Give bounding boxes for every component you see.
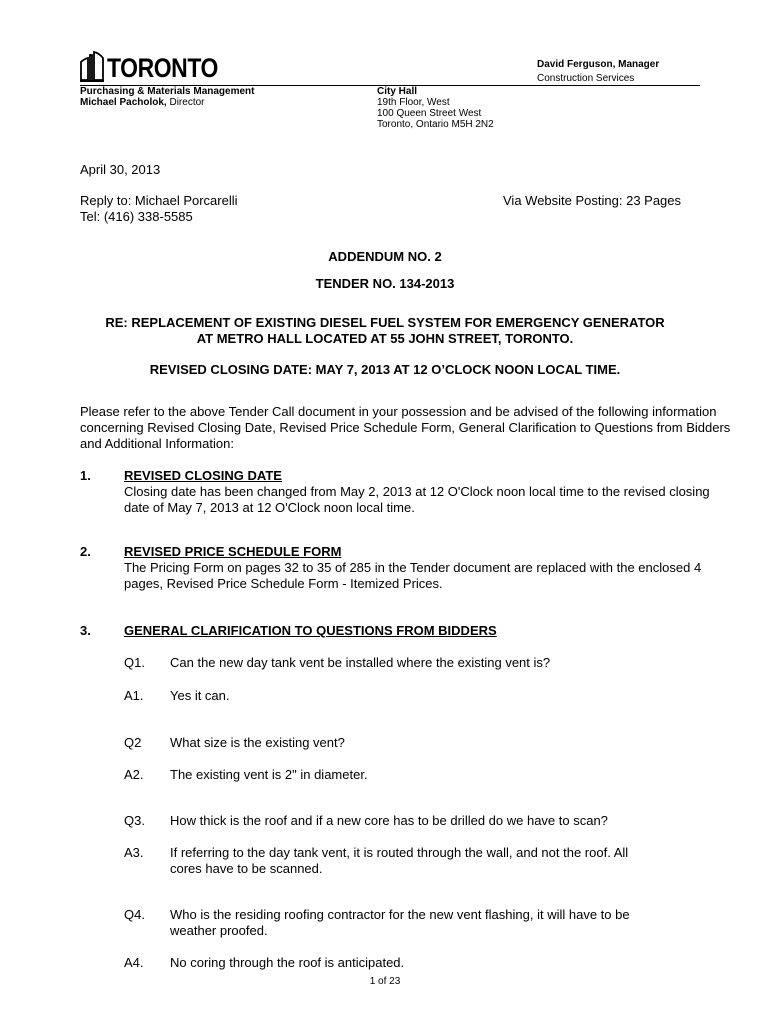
qa-text: If referring to the day tank vent, it is routed through the wall, and not the roof. All cores have to be scanned. — [170, 845, 629, 876]
qa-text: How thick is the roof and if a new core has to be drilled do we have to scan? — [170, 813, 608, 828]
qa-label: Q2 — [124, 735, 142, 750]
toronto-logo — [80, 48, 238, 82]
qa-text: Who is the residing roofing contractor for the new vent flashing, it will have to be weather proofed. — [170, 907, 630, 938]
logo-wordmark: TORONTO — [107, 53, 218, 83]
qa-label: Q1. — [124, 655, 145, 670]
section-heading: REVISED PRICE SCHEDULE FORM — [124, 544, 342, 559]
section-heading: REVISED CLOSING DATE — [124, 468, 282, 483]
city-hall-icon — [80, 50, 104, 82]
reply-to: Reply to: Michael Porcarelli — [80, 193, 238, 208]
telephone: Tel: (416) 338-5585 — [80, 209, 193, 224]
director-name: Michael Pacholok, — [80, 97, 167, 108]
address-block — [377, 86, 494, 130]
section-number: 2. — [80, 544, 91, 559]
section-body: The Pricing Form on pages 32 to 35 of 285 in the Tender document are replaced with the enclosed 4 pages, Revised Price Schedule Form - Itemized Prices. — [124, 560, 702, 591]
revised-closing-date: REVISED CLOSING DATE: MAY 7, 2013 AT 12 O’CLOCK NOON LOCAL TIME. — [149, 362, 621, 377]
posting-info: Via Website Posting: 23 Pages — [503, 193, 682, 208]
qa-text: Yes it can. — [170, 688, 230, 703]
section-number: 1. — [80, 468, 91, 483]
intro-paragraph: Please refer to the above Tender Call document in your possession and be advised of the following information concerning Revised Closing Date, Revised Price Schedule Form, General Clarification to Questions from Bidders and Additional Information: — [80, 404, 731, 451]
addendum-title: ADDENDUM NO. 2 — [328, 249, 442, 264]
section-body: Closing date has been changed from May 2, 2013 at 12 O'Clock noon local time to the revised closing date of May 7, 2013 at 12 O'Clock noon local time. — [124, 484, 710, 515]
manager-unit: Construction Services — [537, 73, 635, 84]
section-number: 3. — [80, 623, 91, 638]
letter-date: April 30, 2013 — [80, 162, 161, 177]
page-number: 1 of 23 — [369, 976, 401, 987]
qa-text: What size is the existing vent? — [170, 735, 345, 750]
qa-text: No coring through the roof is anticipated. — [170, 955, 405, 970]
address-line: Toronto, Ontario M5H 2N2 — [377, 119, 494, 130]
qa-text: Can the new day tank vent be installed where the existing vent is? — [170, 655, 551, 670]
qa-label: A2. — [124, 767, 144, 782]
qa-label: A1. — [124, 688, 144, 703]
re-line-2: AT METRO HALL LOCATED AT 55 JOHN STREET, TORONTO. — [196, 331, 574, 346]
qa-label: A4. — [124, 955, 144, 970]
section-heading: GENERAL CLARIFICATION TO QUESTIONS FROM BIDDERS — [124, 623, 497, 638]
tender-number: TENDER NO. 134-2013 — [315, 276, 455, 291]
re-line-1: RE: REPLACEMENT OF EXISTING DIESEL FUEL SYSTEM FOR EMERGENCY GENERATOR — [105, 315, 665, 330]
address-line: 100 Queen Street West — [377, 108, 482, 119]
address-title: City Hall — [377, 86, 418, 97]
qa-label: A3. — [124, 845, 144, 860]
manager-block — [537, 58, 659, 86]
department-block — [80, 86, 255, 108]
qa-label: Q4. — [124, 907, 145, 922]
qa-label: Q3. — [124, 813, 145, 828]
director-title: Director — [166, 97, 205, 108]
department-name: Purchasing & Materials Management — [80, 86, 255, 97]
address-line: 19th Floor, West — [377, 97, 450, 108]
qa-text: The existing vent is 2" in diameter. — [170, 767, 368, 782]
manager-name: David Ferguson, Manager — [537, 59, 660, 70]
